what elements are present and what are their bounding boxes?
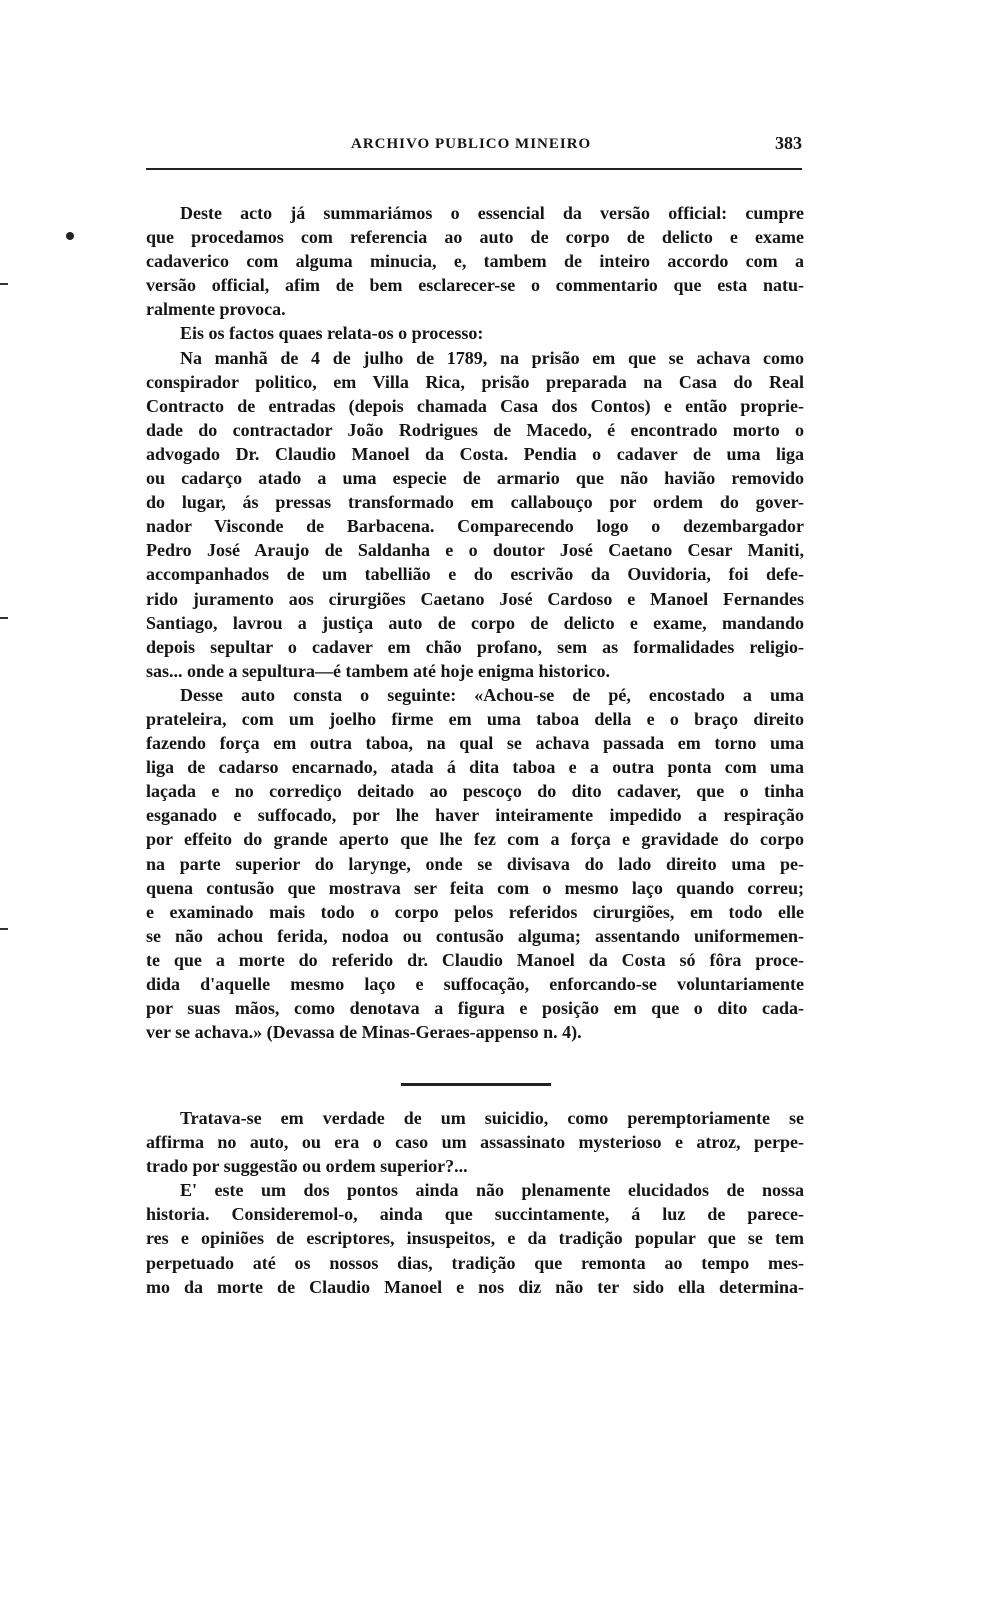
header-rule: [146, 168, 802, 170]
text-line: perpetuado até os nossos dias, tradição que remonta ao tempo mes-: [146, 1252, 804, 1273]
page-number: 383: [775, 133, 802, 153]
text-line: nador Visconde de Barbacena. Comparecendo logo o dezembargador: [146, 516, 804, 537]
text-line: historia. Consideremol-o, ainda que succintamente, á luz de parece-: [146, 1204, 804, 1225]
text-line: dade do contractador João Rodrigues de Macedo, é encontrado morto o: [146, 419, 804, 440]
text-line: res e opiniões de escriptores, insuspeitos, e da tradição popular que se tem: [146, 1228, 804, 1249]
text-line: accompanhados de um tabellião e do escrivão da Ouvidoria, foi defe-: [146, 564, 804, 585]
text-line: que procedamos com referencia ao auto de corpo de delicto e exame: [146, 227, 804, 248]
text-line: Santiago, lavrou a justiça auto de corpo de delicto e exame, mandando: [146, 612, 804, 633]
text-line: cadaverico com alguma minucia, e, tambem de inteiro accordo com a: [146, 251, 804, 272]
text-line: Desse auto consta o seguinte: «Achou-se de pé, encostado a uma: [180, 684, 804, 705]
text-line: Pedro José Araujo de Saldanha e o doutor José Caetano Cesar Maniti,: [146, 540, 804, 561]
text-line: por suas mãos, como denotava a figura e posição em que o dito cada-: [146, 998, 804, 1019]
body-text-block-1: [146, 201, 804, 1044]
text-line: e examinado mais todo o corpo pelos referidos cirurgiões, em todo elle: [146, 901, 804, 922]
page-header: [146, 133, 802, 157]
text-line: dida d'aquelle mesmo laço e suffocação, enforcando-se voluntariamente: [146, 974, 804, 994]
text-line: Deste acto já summariámos o essencial da versão official: cumpre: [180, 203, 804, 223]
text-line: quena contusão que mostrava ser feita com o mesmo laço quando correu;: [146, 877, 804, 898]
section-divider: [401, 1083, 551, 1086]
text-line: laçada e no corrediço deitado ao pescoço do dito cadaver, que o tinha: [146, 781, 804, 802]
text-line: ou cadarço atado a uma especie de armario que não havião removido: [146, 468, 804, 489]
text-line: Tratava-se em verdade de um suicidio, como peremptoriamente se: [180, 1108, 804, 1128]
text-line: prateleira, com um joelho firme em uma taboa della e o braço direito: [146, 708, 804, 729]
text-line: affirma no auto, ou era o caso um assassinato mysterioso e atroz, perpe-: [146, 1132, 804, 1153]
text-line: te que a morte do referido dr. Claudio Manoel da Costa só fôra proce-: [146, 949, 804, 970]
text-line: na parte superior do larynge, onde se divisava do lado direito uma pe-: [146, 853, 804, 874]
text-line: depois sepultar o cadaver em chão profano, sem as formalidades religio-: [146, 636, 804, 657]
text-line: sas... onde a sepultura—é tambem até hoje enigma historico.: [146, 660, 610, 681]
text-line: se não achou ferida, nodoa ou contusão alguma; assentando uniformemen-: [146, 925, 804, 946]
edge-mark: [0, 617, 8, 619]
text-line: do lugar, ás pressas transformado em callabouço por ordem do gover-: [146, 492, 804, 513]
text-line: Na manhã de 4 de julho de 1789, na prisão em que se achava como: [180, 347, 804, 368]
text-line: ver se achava.» (Devassa de Minas-Geraes-appenso n. 4).: [146, 1022, 582, 1043]
text-line: versão official, afim de bem esclarecer-se o commentario que esta natu-: [146, 275, 804, 296]
margin-dot: [66, 232, 74, 240]
text-line: E' este um dos pontos ainda não plenamente elucidados de nossa: [180, 1180, 804, 1201]
text-line: esganado e suffocado, por lhe haver inteiramente impedido a respiração: [146, 805, 804, 826]
text-line: fazendo força em outra taboa, na qual se achava passada em torno uma: [146, 733, 804, 754]
text-line: advogado Dr. Claudio Manoel da Costa. Pendia o cadaver de uma liga: [146, 443, 804, 464]
text-line: Eis os factos quaes relata-os o processo:: [180, 323, 484, 344]
edge-mark: [0, 283, 8, 285]
text-line: Contracto de entradas (depois chamada Casa dos Contos) e então proprie-: [146, 395, 804, 416]
text-line: ralmente provoca.: [146, 299, 286, 320]
text-line: liga de cadarso encarnado, atada á dita taboa e a outra ponta com uma: [146, 757, 804, 778]
running-title: ARCHIVO PUBLICO MINEIRO: [351, 136, 592, 152]
text-line: trado por suggestão ou ordem superior?...: [146, 1156, 468, 1177]
edge-mark: [0, 928, 8, 930]
text-line: mo da morte de Claudio Manoel e nos diz não ter sido ella determina-: [146, 1276, 804, 1297]
body-text-block-2: [146, 1106, 804, 1299]
text-line: conspirador politico, em Villa Rica, prisão preparada na Casa do Real: [146, 371, 804, 392]
text-line: por effeito do grande aperto que lhe fez com a força e gravidade do corpo: [146, 829, 804, 850]
text-line: rido juramento aos cirurgiões Caetano José Cardoso e Manoel Fernandes: [146, 588, 804, 609]
